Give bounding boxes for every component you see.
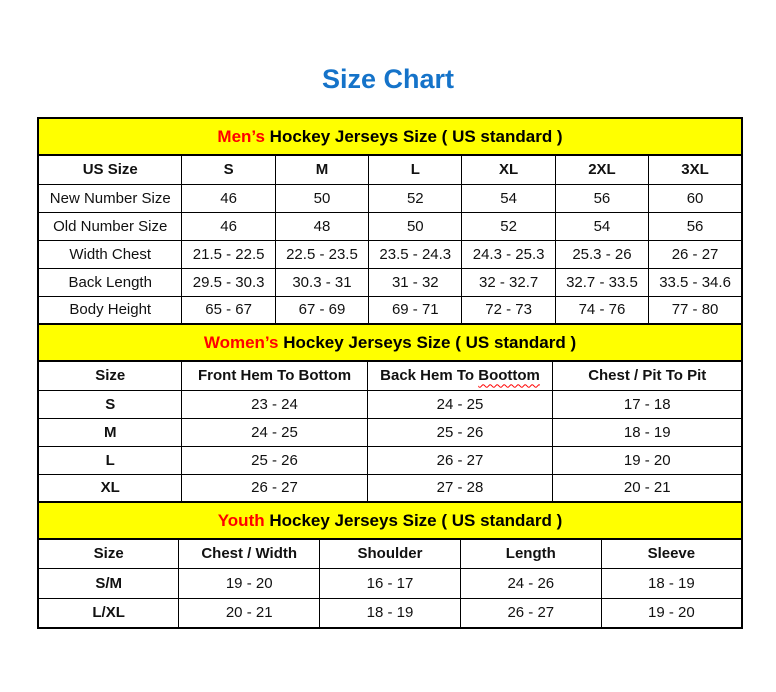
page-title: Size Chart	[321, 64, 455, 94]
mens-table-heading	[37, 117, 743, 154]
mens-header-row	[38, 155, 742, 184]
womens-data-row	[38, 418, 742, 446]
womens-column-header: Front Hem To Bottom	[182, 361, 367, 390]
mens-data-row	[38, 268, 742, 296]
womens-size-section	[37, 323, 743, 503]
mens-value-cell: 26 - 27	[649, 240, 742, 268]
womens-value-cell: 20 - 21	[553, 474, 742, 502]
womens-value-cell: 24 - 25	[367, 390, 553, 418]
mens-data-row	[38, 240, 742, 268]
mens-value-cell: 52	[462, 212, 555, 240]
mens-value-cell: 77 - 80	[649, 296, 742, 324]
womens-data-row	[38, 390, 742, 418]
mens-value-cell: 25.3 - 26	[555, 240, 648, 268]
youth-value-cell: 19 - 20	[601, 598, 742, 628]
mens-value-cell: 67 - 69	[275, 296, 368, 324]
womens-value-cell: 17 - 18	[553, 390, 742, 418]
womens-size-table	[37, 360, 743, 503]
womens-value-cell: 25 - 26	[367, 418, 553, 446]
youth-column-header: Shoulder	[320, 539, 461, 568]
mens-value-cell: 52	[369, 184, 462, 212]
womens-value-cell: 26 - 27	[367, 446, 553, 474]
mens-heading-highlight: Men’s	[217, 127, 265, 146]
mens-data-row	[38, 296, 742, 324]
womens-value-cell: 27 - 28	[367, 474, 553, 502]
mens-value-cell: 33.5 - 34.6	[649, 268, 742, 296]
mens-column-header: L	[369, 155, 462, 184]
misspelled-word: Boottom	[478, 367, 540, 385]
womens-row-label: L	[38, 446, 182, 474]
youth-data-row	[38, 598, 742, 628]
mens-value-cell: 74 - 76	[555, 296, 648, 324]
mens-row-label: Old Number Size	[38, 212, 182, 240]
womens-column-header: Back Hem To Boottom	[367, 361, 553, 390]
mens-column-header: S	[182, 155, 275, 184]
mens-column-header: US Size	[38, 155, 182, 184]
mens-value-cell: 65 - 67	[182, 296, 275, 324]
mens-value-cell: 21.5 - 22.5	[182, 240, 275, 268]
youth-value-cell: 24 - 26	[460, 568, 601, 598]
mens-value-cell: 60	[649, 184, 742, 212]
womens-value-cell: 24 - 25	[182, 418, 367, 446]
youth-value-cell: 20 - 21	[179, 598, 320, 628]
youth-column-header: Sleeve	[601, 539, 742, 568]
mens-value-cell: 54	[555, 212, 648, 240]
womens-heading-highlight: Women’s	[203, 333, 279, 352]
mens-row-label: Back Length	[38, 268, 182, 296]
youth-row-label: S/M	[38, 568, 179, 598]
mens-value-cell: 22.5 - 23.5	[275, 240, 368, 268]
mens-value-cell: 24.3 - 25.3	[462, 240, 555, 268]
youth-value-cell: 16 - 17	[320, 568, 461, 598]
youth-value-cell: 26 - 27	[460, 598, 601, 628]
mens-value-cell: 69 - 71	[369, 296, 462, 324]
womens-row-label: XL	[38, 474, 182, 502]
mens-value-cell: 46	[182, 184, 275, 212]
womens-value-cell: 25 - 26	[182, 446, 367, 474]
youth-size-section	[37, 501, 743, 629]
youth-header-row	[38, 539, 742, 568]
mens-value-cell: 56	[555, 184, 648, 212]
mens-value-cell: 56	[649, 212, 742, 240]
mens-value-cell: 31 - 32	[369, 268, 462, 296]
womens-value-cell: 19 - 20	[553, 446, 742, 474]
youth-heading-highlight: Youth	[217, 511, 265, 530]
mens-size-table	[37, 154, 743, 325]
womens-value-cell: 26 - 27	[182, 474, 367, 502]
mens-value-cell: 23.5 - 24.3	[369, 240, 462, 268]
mens-value-cell: 50	[275, 184, 368, 212]
mens-column-header: 3XL	[649, 155, 742, 184]
mens-column-header: M	[275, 155, 368, 184]
youth-column-header: Size	[38, 539, 179, 568]
youth-heading-rest: Hockey Jerseys Size ( US standard )	[264, 511, 563, 530]
mens-data-row	[38, 184, 742, 212]
mens-row-label: New Number Size	[38, 184, 182, 212]
mens-row-label: Width Chest	[38, 240, 182, 268]
womens-row-label: S	[38, 390, 182, 418]
womens-value-cell: 18 - 19	[553, 418, 742, 446]
mens-data-row	[38, 212, 742, 240]
youth-value-cell: 19 - 20	[179, 568, 320, 598]
womens-data-row	[38, 446, 742, 474]
mens-row-label: Body Height	[38, 296, 182, 324]
womens-column-header: Size	[38, 361, 182, 390]
youth-size-table	[37, 538, 743, 629]
youth-table-heading	[37, 501, 743, 538]
mens-value-cell: 30.3 - 31	[275, 268, 368, 296]
mens-value-cell: 46	[182, 212, 275, 240]
mens-value-cell: 72 - 73	[462, 296, 555, 324]
womens-table-heading	[37, 323, 743, 360]
youth-column-header: Length	[460, 539, 601, 568]
youth-row-label: L/XL	[38, 598, 179, 628]
youth-value-cell: 18 - 19	[320, 598, 461, 628]
mens-value-cell: 48	[275, 212, 368, 240]
youth-data-row	[38, 568, 742, 598]
womens-heading-rest: Hockey Jerseys Size ( US standard )	[278, 333, 577, 352]
mens-value-cell: 32.7 - 33.5	[555, 268, 648, 296]
mens-value-cell: 29.5 - 30.3	[182, 268, 275, 296]
womens-header-row	[38, 361, 742, 390]
mens-value-cell: 54	[462, 184, 555, 212]
womens-data-row	[38, 474, 742, 502]
womens-column-header: Chest / Pit To Pit	[553, 361, 742, 390]
womens-value-cell: 23 - 24	[182, 390, 367, 418]
mens-value-cell: 32 - 32.7	[462, 268, 555, 296]
womens-row-label: M	[38, 418, 182, 446]
mens-value-cell: 50	[369, 212, 462, 240]
youth-column-header: Chest / Width	[179, 539, 320, 568]
mens-column-header: XL	[462, 155, 555, 184]
mens-column-header: 2XL	[555, 155, 648, 184]
mens-heading-rest: Hockey Jerseys Size ( US standard )	[264, 127, 563, 146]
mens-size-section	[37, 117, 743, 325]
youth-value-cell: 18 - 19	[601, 568, 742, 598]
size-chart	[37, 117, 743, 629]
